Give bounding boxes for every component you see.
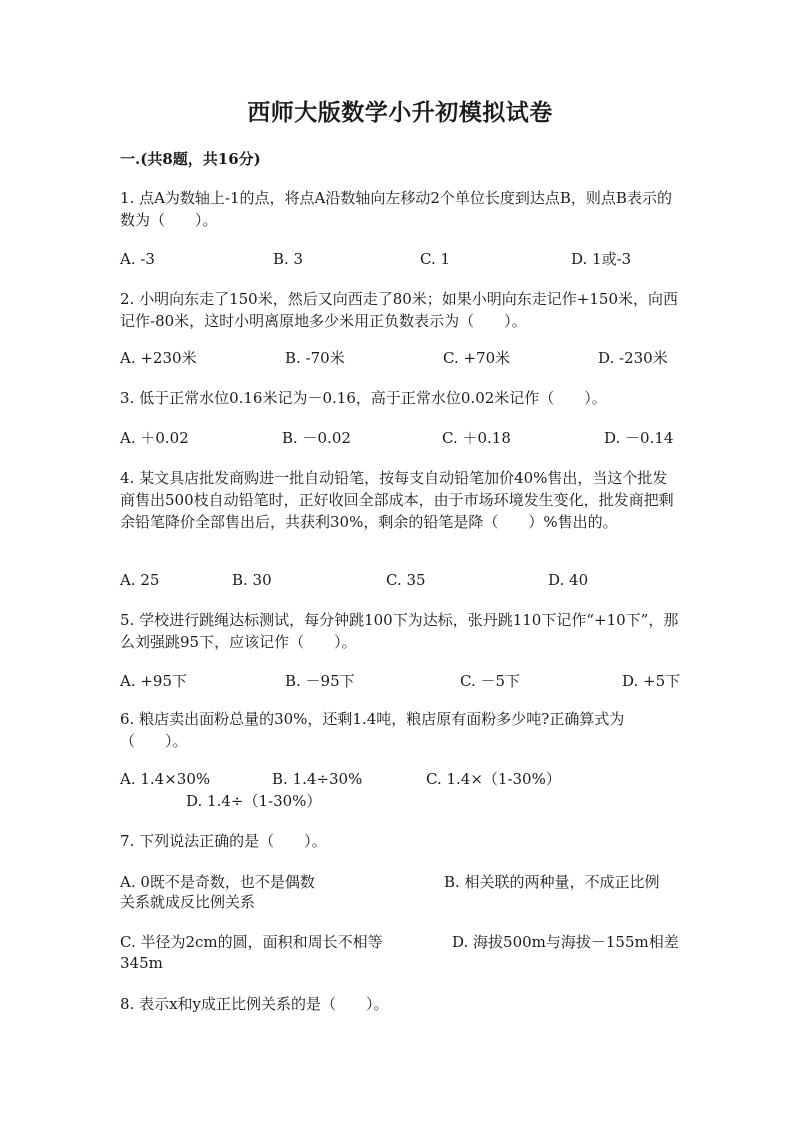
- option-c[interactable]: C. 35: [386, 571, 426, 589]
- option-a[interactable]: A. 25: [120, 571, 160, 589]
- option-a[interactable]: A. 1.4×30%: [120, 770, 211, 788]
- question-1-options: [0, 248, 800, 270]
- question-5: 5. 学校进行跳绳达标测试，每分钟跳100下为达标，张丹跳110下记作“+10下”，那么刘强跳95下，应该记作（ ）。: [120, 611, 679, 651]
- option-c[interactable]: C. ＋0.18: [442, 429, 511, 447]
- option-d[interactable]: D. +5下: [622, 672, 681, 690]
- question-6-options: [0, 768, 800, 790]
- option-d[interactable]: D. 1或-3: [571, 250, 632, 268]
- option-c[interactable]: C. 1: [420, 250, 451, 268]
- option-a[interactable]: A. ＋0.02: [120, 429, 189, 447]
- question-7: 7. 下列说法正确的是（ ）。: [120, 832, 327, 850]
- option-d[interactable]: D. 1.4÷（1-30%）: [186, 792, 322, 810]
- question-3: 3. 低于正常水位0.16米记为－0.16，高于正常水位0.02米记作（ ）。: [120, 389, 607, 407]
- option-b[interactable]: B. 30: [232, 571, 272, 589]
- question-1: 1. 点A为数轴上-1的点，将点A沿数轴向左移动2个单位长度到达点B，则点B表示的数为（ ）。: [120, 189, 672, 229]
- option-c[interactable]: C. +70米: [443, 349, 511, 367]
- question-8: 8. 表示x和y成正比例关系的是（ ）。: [120, 995, 389, 1013]
- option-c[interactable]: C. 1.4×（1-30%）: [426, 770, 561, 788]
- question-6-options-row2: [0, 790, 800, 812]
- question-2-options: [0, 347, 800, 369]
- option-d-continued[interactable]: 345m: [120, 954, 163, 972]
- option-c[interactable]: C. －5下: [460, 672, 521, 690]
- option-b[interactable]: B. 1.4÷30%: [272, 770, 363, 788]
- question-5-options: [0, 670, 800, 692]
- option-b-continued[interactable]: 关系就成反比例关系: [120, 893, 256, 911]
- option-a[interactable]: A. +230米: [120, 349, 197, 367]
- question-4: 4. 某文具店批发商购进一批自动铅笔，按每支自动铅笔加价40%售出，当这个批发商售出500枝自动铅笔时，正好收回全部成本，由于市场环境发生变化，批发商把剩余铅笔降价全部售出后，共获利30%，剩余的铅笔是降（ ）%售出的。: [120, 469, 674, 531]
- question-6: 6. 粮店卖出面粉总量的30%，还剩1.4吨，粮店原有面粉多少吨?正确算式为（ ）。: [120, 710, 625, 750]
- option-b[interactable]: B. -70米: [285, 349, 345, 367]
- option-d[interactable]: D. -230米: [598, 349, 668, 367]
- option-d[interactable]: D. 海拔500m与海拔－155m相差: [452, 933, 679, 951]
- option-a[interactable]: A. -3: [120, 250, 155, 268]
- option-c[interactable]: C. 半径为2cm的圆，面积和周长不相等: [120, 933, 383, 951]
- question-2: 2. 小明向东走了150米，然后又向西走了80米；如果小明向东走记作+150米，向西记作-80米，这时小明离原地多少米用正负数表示为（ ）。: [120, 290, 678, 330]
- option-b[interactable]: B. －0.02: [282, 429, 351, 447]
- question-4-options: [0, 569, 800, 591]
- option-b[interactable]: B. 3: [273, 250, 304, 268]
- option-a[interactable]: A. 0既不是奇数，也不是偶数: [120, 873, 315, 891]
- option-d[interactable]: D. －0.14: [604, 429, 674, 447]
- section-heading: 一.(共8题，共16分): [120, 150, 261, 168]
- page-title: 西师大版数学小升初模拟试卷: [247, 99, 553, 126]
- question-3-options: [0, 427, 800, 449]
- option-a[interactable]: A. +95下: [120, 672, 188, 690]
- option-d[interactable]: D. 40: [548, 571, 589, 589]
- option-b[interactable]: B. 相关联的两种量，不成正比例: [444, 873, 660, 891]
- option-b[interactable]: B. －95下: [285, 672, 355, 690]
